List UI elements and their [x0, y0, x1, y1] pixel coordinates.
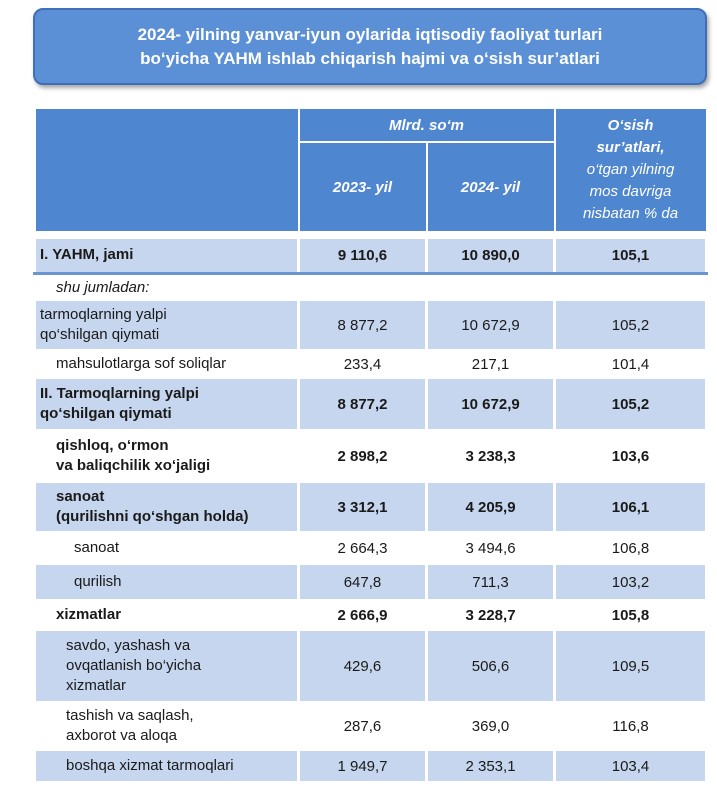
row-label-line-2: qo‘shilgan qiymati [40, 326, 160, 343]
header-growth-line-4: mos davriga [589, 183, 672, 200]
row-label-line-2: (qurilishni qo‘shgan holda) [56, 508, 249, 525]
cell-2023 [299, 273, 427, 301]
cell-growth: 105,2 [555, 379, 707, 429]
cell-growth: 106,8 [555, 531, 707, 565]
cell-2023: 287,6 [299, 701, 427, 751]
table-row [35, 631, 707, 701]
cell-growth: 105,2 [555, 301, 707, 349]
row-label: xizmatlar [35, 599, 299, 631]
table-row [35, 239, 707, 273]
row-label [35, 429, 299, 483]
cell-growth: 106,1 [555, 483, 707, 531]
cell-2024: 369,0 [427, 701, 555, 751]
header-year-2024: 2024- yil [427, 142, 555, 232]
table-row [35, 273, 707, 301]
cell-growth: 103,6 [555, 429, 707, 483]
cell-growth: 116,8 [555, 701, 707, 751]
title-line-1: 2024- yilning yanvar-iyun oylarida iqtisodiy faoliyat turlari [137, 24, 603, 44]
header-growth [555, 108, 707, 232]
cell-2023: 1 949,7 [299, 751, 427, 781]
cell-2023: 2 898,2 [299, 429, 427, 483]
cell-growth: 109,5 [555, 631, 707, 701]
row-label [35, 301, 299, 349]
row-label-line-2: qo‘shilgan qiymati [40, 405, 172, 422]
table-row [35, 599, 707, 631]
cell-2024: 217,1 [427, 349, 555, 379]
cell-2023: 233,4 [299, 349, 427, 379]
cell-2024: 10 672,9 [427, 301, 555, 349]
table-row [35, 301, 707, 349]
title-line-2: bo‘yicha YAHM ishlab chiqarish hajmi va o‘sish sur’atlari [140, 48, 600, 68]
header-growth-line-2: sur’atlari, [596, 139, 665, 156]
row-label-line-1: II. Tarmoqlarning yalpi [40, 385, 199, 402]
cell-2024: 711,3 [427, 565, 555, 599]
row-label-line-1: tashish va saqlash, [66, 707, 194, 724]
table-row [35, 483, 707, 531]
cell-2023: 429,6 [299, 631, 427, 701]
header-year-2023: 2023- yil [299, 142, 427, 232]
cell-2024: 3 228,7 [427, 599, 555, 631]
cell-2024: 3 494,6 [427, 531, 555, 565]
cell-growth: 103,2 [555, 565, 707, 599]
row-label: shu jumladan: [35, 273, 299, 301]
cell-2023: 9 110,6 [299, 239, 427, 273]
cell-2023: 2 666,9 [299, 599, 427, 631]
cell-growth [555, 273, 707, 301]
row-label [35, 379, 299, 429]
cell-growth: 105,8 [555, 599, 707, 631]
table-row [35, 379, 707, 429]
table-row [35, 349, 707, 379]
row-label: qurilish [35, 565, 299, 599]
row-label-line-1: tarmoqlarning yalpi [40, 306, 167, 323]
row-label: mahsulotlarga sof soliqlar [35, 349, 299, 379]
header-empty-cell [35, 108, 299, 232]
cell-2023: 3 312,1 [299, 483, 427, 531]
header-growth-line-5: nisbatan % da [582, 205, 679, 222]
cell-2024: 10 672,9 [427, 379, 555, 429]
gdp-table [33, 107, 708, 781]
row-label-line-3: xizmatlar [66, 677, 127, 694]
row-label-line-1: savdo, yashash va [66, 637, 191, 654]
row-label: sanoat [35, 531, 299, 565]
cell-2024: 4 205,9 [427, 483, 555, 531]
header-growth-line-3: o‘tgan yilning [586, 161, 675, 178]
cell-growth: 101,4 [555, 349, 707, 379]
cell-growth: 105,1 [555, 239, 707, 273]
cell-2023: 8 877,2 [299, 379, 427, 429]
table-row [35, 429, 707, 483]
header-growth-line-1: O‘sish [607, 117, 654, 134]
row-label-line-2: axborot va aloqa [66, 727, 177, 744]
cell-2023: 8 877,2 [299, 301, 427, 349]
cell-growth: 103,4 [555, 751, 707, 781]
row-label: boshqa xizmat tarmoqlari [35, 751, 299, 781]
table-row [35, 565, 707, 599]
title-banner [33, 8, 707, 85]
row-label [35, 701, 299, 751]
row-label-line-2: va baliqchilik xo‘jaligi [56, 457, 211, 474]
cell-2024: 3 238,3 [427, 429, 555, 483]
table-row [35, 751, 707, 781]
table-row [35, 531, 707, 565]
cell-2024: 10 890,0 [427, 239, 555, 273]
row-label-line-1: sanoat [56, 488, 105, 505]
cell-2024 [427, 273, 555, 301]
row-label-line-2: ovqatlanish bo‘yicha [66, 657, 202, 674]
cell-2023: 2 664,3 [299, 531, 427, 565]
cell-2024: 2 353,1 [427, 751, 555, 781]
cell-2024: 506,6 [427, 631, 555, 701]
header-unit: Mlrd. so‘m [299, 108, 555, 142]
row-label: I. YAHM, jami [35, 239, 299, 273]
row-label-line-1: qishloq, o‘rmon [56, 437, 169, 454]
row-label [35, 483, 299, 531]
row-label [35, 631, 299, 701]
cell-2023: 647,8 [299, 565, 427, 599]
table-row [35, 701, 707, 751]
